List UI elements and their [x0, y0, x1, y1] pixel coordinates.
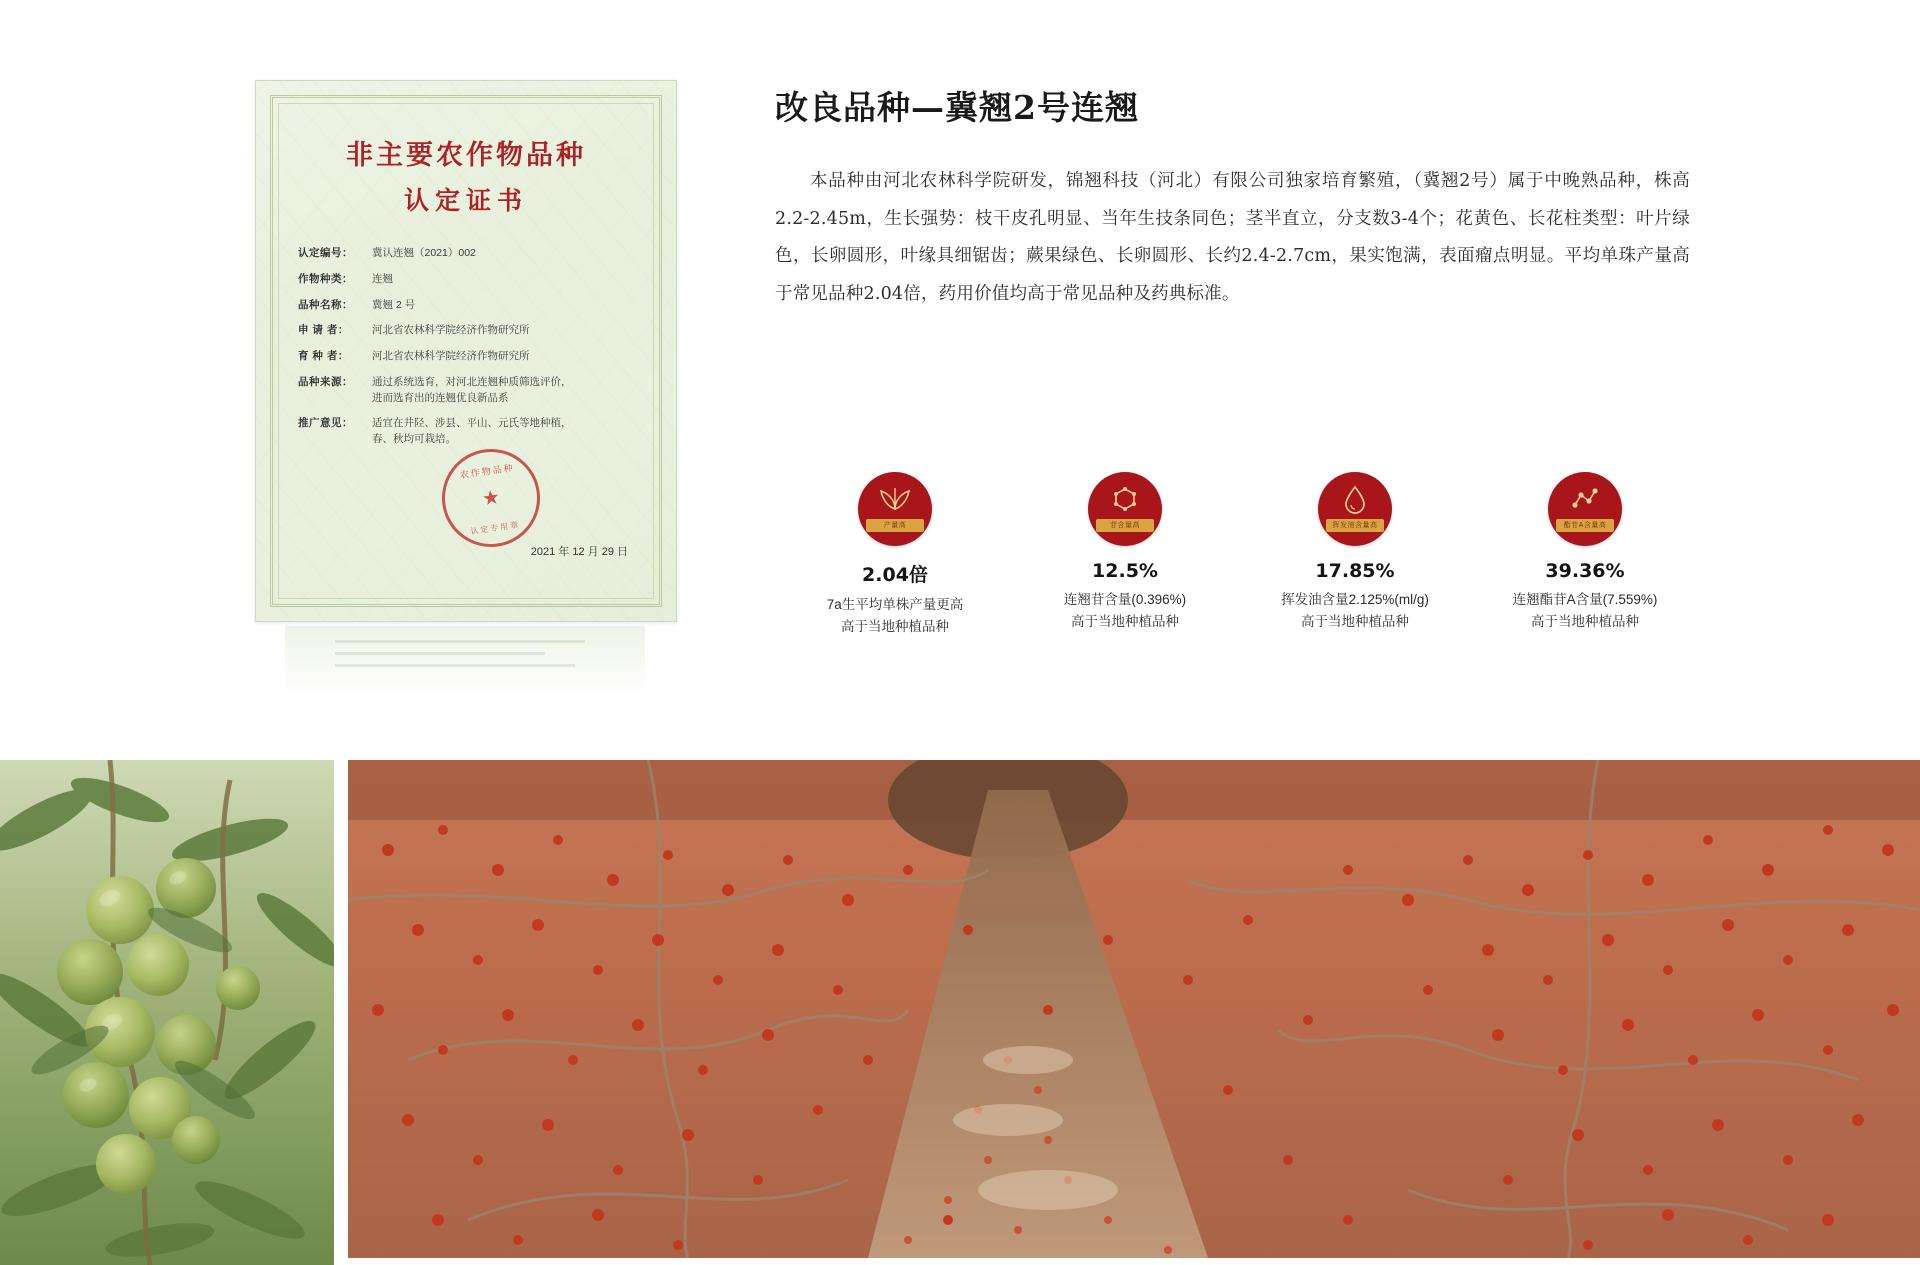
photo-green-fruit: [0, 760, 334, 1265]
certificate-field-label: 推广意见：: [298, 417, 353, 430]
certificate-field-label: 作物种类：: [298, 272, 353, 285]
stat-item: [1020, 472, 1230, 639]
certificate-field-label: 申 请 者：: [298, 324, 349, 337]
certificate-field-label: 品种来源：: [298, 375, 353, 388]
stat-item: [790, 472, 1000, 639]
article-content: [775, 82, 1690, 314]
stat-value: 2.04倍: [862, 564, 928, 586]
stat-desc-line1: 连翘苷含量(0.396%): [1063, 592, 1187, 607]
certificate-card: [255, 80, 677, 622]
stat-desc-line1: 7a生平均单株产量更高: [826, 597, 964, 612]
stat-item: [1250, 472, 1460, 639]
certificate-field-row: [298, 298, 642, 314]
photo-strip: [0, 760, 1920, 1265]
seal-text-bottom: 认定专用章: [469, 520, 521, 537]
oil-drop-icon: [1318, 472, 1392, 546]
stat-value: 39.36%: [1545, 560, 1625, 582]
badge-ribbon-label: 产量高: [866, 519, 924, 532]
certificate-field-row: [298, 349, 642, 365]
certificate-field-label: 育 种 者：: [298, 350, 349, 362]
certificate-date: 2021 年 12 月 29 日: [530, 546, 628, 558]
certificate-image: [255, 80, 675, 640]
certificate-field-value: [372, 416, 642, 448]
certificate-field-row: [298, 375, 642, 407]
stat-desc-line1: 连翘酯苷A含量(7.559%): [1512, 592, 1658, 607]
stats-row: [790, 472, 1690, 639]
molecule-glycoside-icon: [1088, 472, 1162, 546]
stat-desc-line2: 高于当地种植品种: [841, 619, 949, 635]
drop-glyph: [1318, 485, 1392, 520]
certificate-field-value: 冀翘 2 号: [372, 298, 416, 311]
certificate-field-row: [298, 323, 642, 339]
molecule-ester-icon: [1548, 472, 1622, 546]
stat-desc-line2: 高于当地种植品种: [1071, 614, 1179, 630]
stat-desc-line1: 挥发油含量2.125%(ml/g): [1281, 592, 1429, 607]
stat-value: 12.5%: [1092, 560, 1158, 582]
seal-star-icon: ★: [480, 486, 502, 511]
certificate-field-row: [298, 416, 642, 448]
certificate-field-value: 冀认连翘（2021）002: [372, 247, 476, 259]
certificate-fields: [298, 246, 642, 458]
leaf-yield-icon: [858, 472, 932, 546]
stat-desc-line2: 高于当地种植品种: [1531, 614, 1639, 630]
stat-item: [1480, 472, 1690, 639]
molecule-chain-glyph: [1548, 485, 1622, 518]
certificate-title-line1: 非主要农作物品种: [346, 140, 586, 171]
certificate-field-value: 河北省农林科学院经济作物研究所: [372, 324, 530, 337]
badge-ribbon-label: 苷含量高: [1096, 519, 1154, 532]
certificate-field-label: 品种名称：: [298, 298, 353, 311]
seal-text-top: 农作物品种: [459, 462, 516, 481]
certificate-field-value-line1: 通过系统选育，对河北连翘种质筛选评价，: [372, 375, 572, 388]
certificate-field-value-line2: 进而选育出的连翘优良新品系: [372, 391, 509, 404]
stat-value: 17.85%: [1315, 560, 1395, 582]
certificate-field-value: 连翘: [372, 272, 393, 285]
molecule-glyph: [1088, 485, 1162, 518]
leaf-glyph: [858, 485, 932, 516]
certificate-field-value: [372, 375, 642, 407]
badge-ribbon-label: 酯苷A含量高: [1556, 519, 1614, 532]
certificate-field-label: 认定编号：: [298, 247, 353, 259]
description-paragraph: 本品种由河北农林科学院研发，锦翘科技（河北）有限公司独家培育繁殖，（冀翘2号）属于中晚熟品种，株高2.2-2.45m，生长强势：枝干皮孔明显、当年生技条同色；茎半直立，分支数3-4个；花黄色、长花柱类型：叶片绿色，长卵圆形，叶缘具细锯齿；蕨果绿色、长卵圆形、长约2.4-2.7cm，果实饱满，表面瘤点明显。平均单珠产量高于常见品种2.04倍，药用价值均高于常见品种及药典标准。: [775, 171, 1690, 304]
certificate-field-value-line2: 春、秋均可栽培。: [372, 433, 456, 445]
certificate-field-value: 河北省农林科学院经济作物研究所: [372, 350, 530, 362]
certificate-reflection: [285, 626, 645, 696]
certificate-title-line2: 认定证书: [403, 186, 528, 215]
page-title: 改良品种—冀翘2号连翘: [775, 88, 1139, 127]
certificate-field-row: [298, 272, 642, 288]
certificate-field-row: [298, 246, 642, 262]
certificate-field-value-line1: 适宜在井陉、涉县、平山、元氏等地种植，: [372, 417, 572, 430]
photo-orchard: [348, 760, 1920, 1258]
stat-desc-line2: 高于当地种植品种: [1301, 614, 1409, 630]
badge-ribbon-label: 挥发油含量高: [1326, 519, 1384, 532]
